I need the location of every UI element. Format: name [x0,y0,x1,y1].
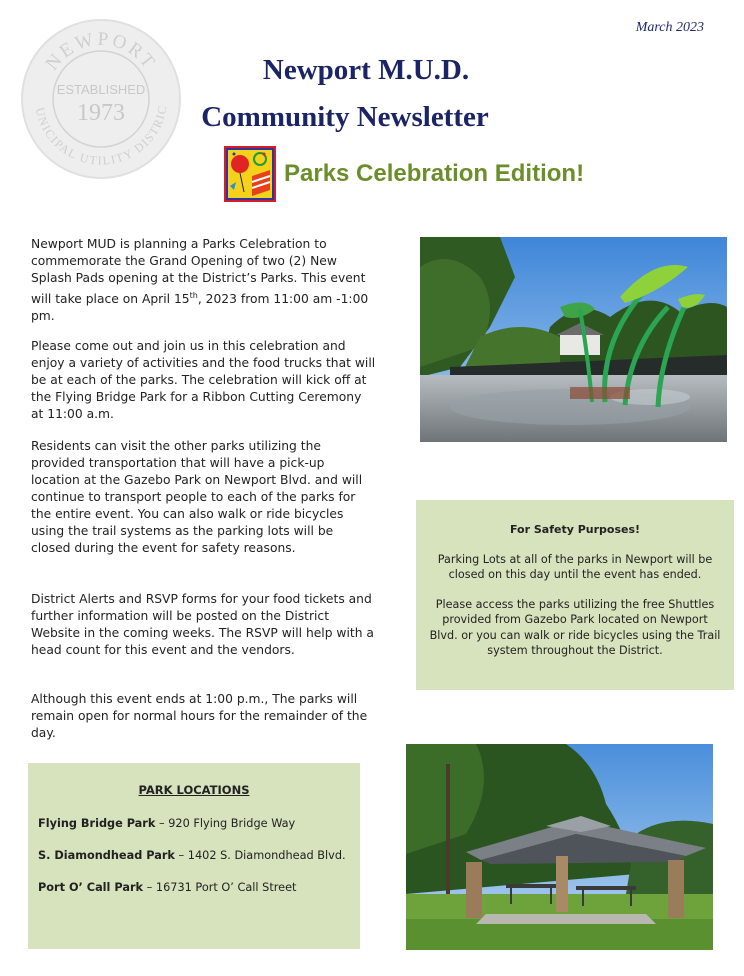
location-address: – 920 Flying Bridge Way [155,817,296,830]
location-item [38,849,350,862]
hours-paragraph [31,691,376,742]
rsvp-text: District Alerts and RSVP forms for your food tickets and further information will be posted on the District Website in the coming weeks. The RSVP will help with a head count for this event and the vendors. [31,592,374,657]
celebration-paragraph [31,338,376,423]
transportation-paragraph [31,438,376,557]
safety-parking-text: Parking Lots at all of the parks in Newport will be closed on this day until the event has ended. [437,552,713,581]
hours-text: Although this event ends at 1:00 p.m., The parks will remain open for normal hours for the remainder of the day. [31,692,368,740]
location-address: – 16731 Port O’ Call Street [143,881,297,894]
date-suffix: th [189,291,198,300]
celebration-text: Please come out and join us in this celebration and enjoy a variety of activities and the food trucks that will be at each of the parks. The celebration will kick off at the Flying Bridge Park for a Ribbon Cutting Ceremony at 11:00 a.m. [31,339,376,421]
location-item [38,817,350,830]
location-name: Port O’ Call Park [38,881,144,894]
intro-paragraph [31,236,376,325]
intro-text-end: , 2023 from 11:00 am -1:00 pm. [31,292,369,324]
seal-bottom-text: UNICIPAL UTILITY DISTRIC [32,103,170,168]
park-locations-heading: PARK LOCATIONS [138,783,250,797]
issue-date: March 2023 [635,20,704,35]
location-item [38,881,350,894]
location-name: S. Diamondhead Park [38,849,175,862]
safety-notice [416,500,734,690]
seal-top-text: NEWPORT [41,28,161,75]
park-locations [28,763,360,949]
newsletter-title: Newport M.U.D. [262,54,470,86]
safety-shuttle-text: Please access the parks utilizing the free Shuttles provided from Gazebo Park located on Newport Blvd. or you can walk or ride bicycles using the Trail system throughout the District. [429,597,721,657]
district-seal [20,18,182,180]
rsvp-paragraph [31,591,376,659]
seal-year: 1973 [77,100,125,126]
celebration-icon [224,146,276,202]
splash-pad-photo [420,237,727,442]
pavilion-photo [406,744,713,950]
location-name: Flying Bridge Park [38,817,156,830]
transportation-text: Residents can visit the other parks utilizing the provided transportation that will have a pick-up location at the Gazebo Park on Newport Blvd. and will continue to transport people to each of the parks for the entire event. You can also walk or ride bicycles using the trail systems as the parking lots will be closed during the event for safety reasons. [31,439,363,555]
edition-heading: Parks Celebration Edition! [284,160,585,187]
newsletter-subtitle: Community Newsletter [201,101,489,133]
location-address: – 1402 S. Diamondhead Blvd. [174,849,346,862]
intro-text: Newport MUD is planning a Parks Celebration to commemorate the Grand Opening of two (2) New Splash Pads opening at the District’s Parks. This event will take place on April 15 [31,237,366,307]
seal-established: ESTABLISHED [56,82,146,97]
safety-heading: For Safety Purposes! [509,523,641,536]
